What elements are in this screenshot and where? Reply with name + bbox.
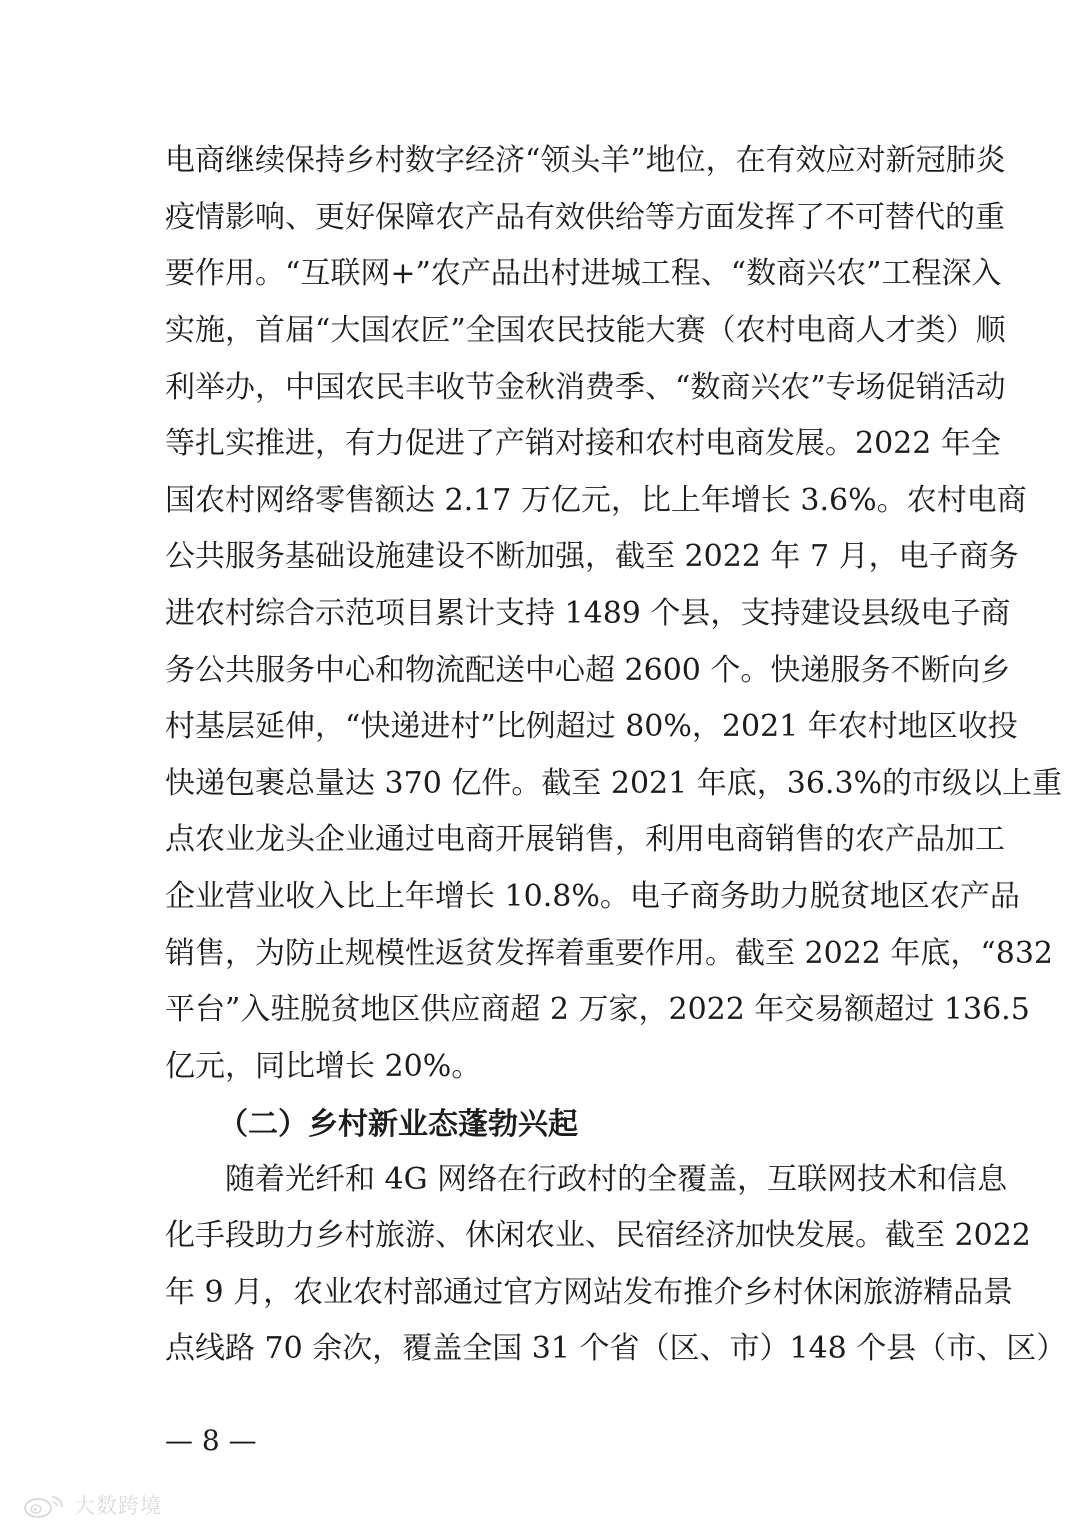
paragraph-line: 利举办，中国农民丰收节金秋消费季、“数商兴农”专场促销活动: [165, 370, 1006, 405]
paragraph-line: 亿元，同比增长 20%。: [165, 1049, 482, 1084]
watermark-text: 大数跨境: [74, 1494, 162, 1518]
paragraph-line: 企业营业收入比上年增长 10.8%。电子商务助力脱贫地区农产品: [165, 879, 1020, 914]
paragraph-line: 点农业龙头企业通过电商开展销售，利用电商销售的农产品加工: [165, 822, 1005, 857]
paragraph-line: 快递包裹总量达 370 亿件。截至 2021 年底，36.3%的市级以上重: [165, 766, 1063, 801]
paragraph-line: 进农村综合示范项目累计支持 1489 个县，支持建设县级电子商: [165, 596, 1011, 631]
paragraph-line: 销售，为防止规模性返贫发挥着重要作用。截至 2022 年底，“832: [165, 936, 1054, 971]
paragraph-line: 疫情影响、更好保障农产品有效供给等方面发挥了不可替代的重: [165, 200, 1005, 235]
paragraph-line: 化手段助力乡村旅游、休闲农业、民宿经济加快发展。截至 2022: [165, 1218, 1031, 1253]
paragraph-line: 电商继续保持乡村数字经济“领头羊”地位，在有效应对新冠肺炎: [165, 143, 1006, 178]
paragraph-line: 公共服务基础设施建设不断加强，截至 2022 年 7 月，电子商务: [165, 539, 1019, 574]
paragraph-line: 年 9 月，农业农村部通过官方网站发布推介乡村休闲旅游精品景: [165, 1275, 1014, 1310]
paragraph-line: 务公共服务中心和物流配送中心超 2600 个。快递服务不断向乡: [165, 653, 1011, 688]
watermark: [22, 1491, 162, 1519]
paragraph-line: 平台”入驻脱贫地区供应商超 2 万家，2022 年交易额超过 136.5: [165, 992, 1030, 1027]
paragraph-line: 随着光纤和 4G 网络在行政村的全覆盖，互联网技术和信息: [225, 1162, 1008, 1197]
page-number: — 8 —: [165, 1424, 257, 1457]
paragraph-line: 等扎实推进，有力促进了产销对接和农村电商发展。2022 年全: [165, 426, 1001, 461]
paragraph-line: 村基层延伸，“快递进村”比例超过 80%，2021 年农村地区收投: [165, 709, 1018, 744]
paragraph-line: 要作用。“互联网+”农产品出村进城工程、“数商兴农”工程深入: [165, 256, 1002, 291]
weibo-logo-icon: [22, 1491, 68, 1519]
paragraph-line: 实施，首届“大国农匠”全国农民技能大赛（农村电商人才类）顺: [165, 313, 1006, 348]
section-heading: （二）乡村新业态蓬勃兴起: [218, 1107, 578, 1142]
paragraph-line: 国农村网络零售额达 2.17 万亿元，比上年增长 3.6%。农村电商: [165, 483, 1027, 518]
paragraph-line: 点线路 70 余次，覆盖全国 31 个省（区、市）148 个县（市、区）: [165, 1331, 1067, 1366]
